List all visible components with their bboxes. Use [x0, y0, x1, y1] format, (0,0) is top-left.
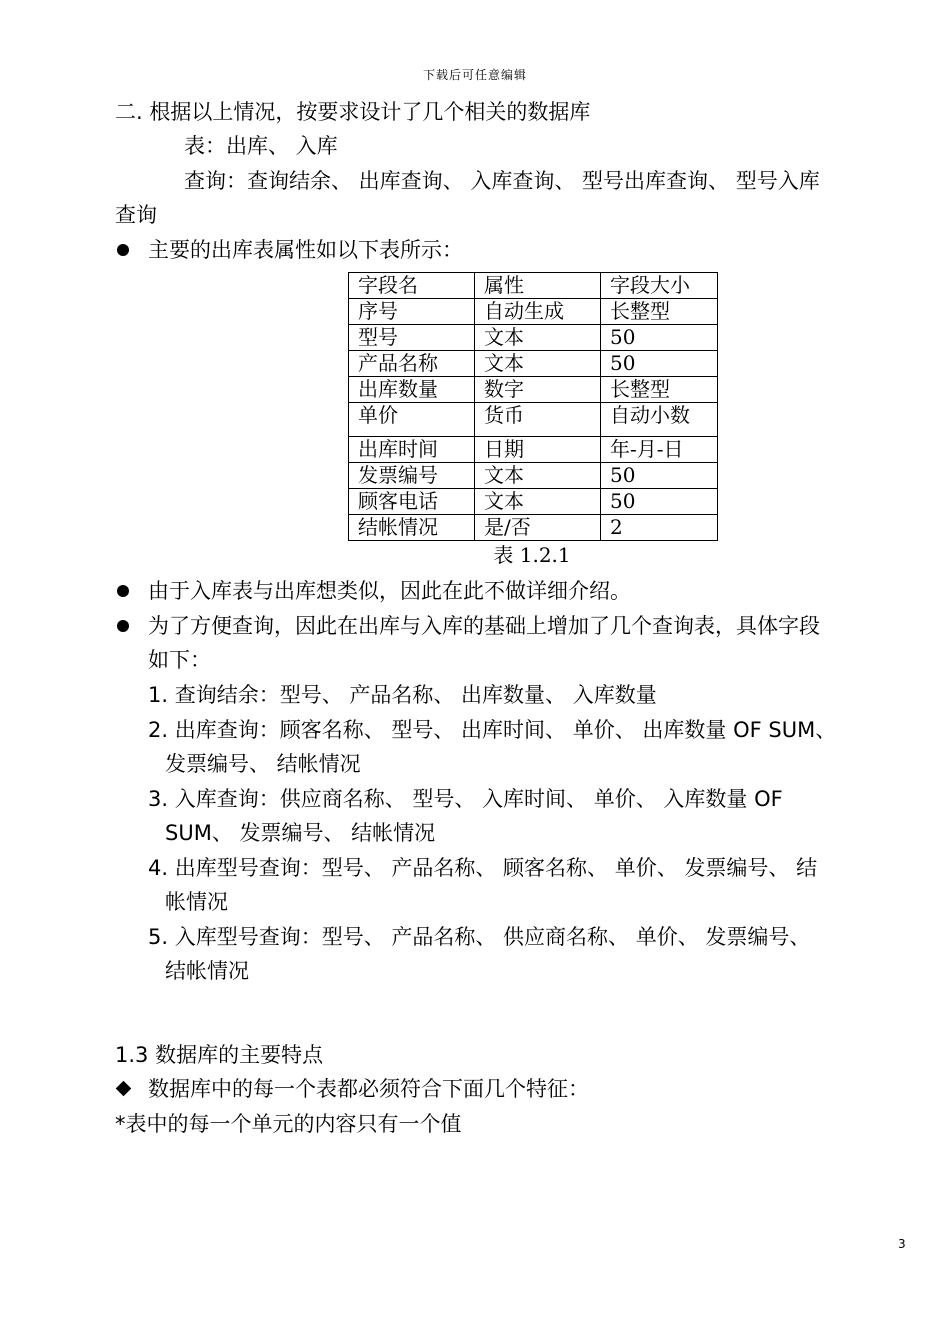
attribute-table	[348, 272, 718, 541]
bullet-dot-icon	[117, 244, 129, 256]
list-item: 2. 出库查询：顾客名称、 型号、 出库时间、 单价、 出库数量 OF SUM、	[148, 718, 837, 742]
diamond-item: 数据库中的每一个表都必须符合下面几个特征：	[148, 1077, 589, 1101]
table-row	[349, 377, 718, 403]
table-row	[349, 515, 718, 541]
table-cell: 顾客电话	[349, 489, 475, 515]
list-item: 5. 入库型号查询：型号、 产品名称、 供应商名称、 单价、 发票编号、	[148, 925, 811, 949]
table-row	[349, 299, 718, 325]
table-header-cell: 字段名	[349, 273, 475, 299]
table-cell: 2	[601, 515, 718, 541]
table-header-cell: 属性	[475, 273, 601, 299]
table-cell: 单价	[349, 403, 475, 437]
table-cell: 日期	[475, 437, 601, 463]
table-cell: 数字	[475, 377, 601, 403]
table-header-cell: 字段大小	[601, 273, 718, 299]
table-cell: 50	[601, 489, 718, 515]
list-item-wrap: 帐情况	[165, 890, 228, 914]
star-item: *表中的每一个单元的内容只有一个值	[115, 1112, 462, 1136]
table-cell: 序号	[349, 299, 475, 325]
table-cell: 50	[601, 325, 718, 351]
table-cell: 是/否	[475, 515, 601, 541]
queries-line-wrap: 查询	[115, 203, 157, 227]
table-cell: 文本	[475, 489, 601, 515]
page-number: 3	[898, 1237, 906, 1251]
table-cell: 50	[601, 351, 718, 377]
diamond-bullet-icon	[116, 1081, 132, 1097]
table-row	[349, 403, 718, 437]
table-cell: 文本	[475, 351, 601, 377]
table-cell: 自动小数	[601, 403, 718, 437]
bullet-similar-note: 由于入库表与出库想类似，因此在此不做详细介绍。	[148, 579, 631, 603]
table-header-row	[349, 273, 718, 299]
table-cell: 货币	[475, 403, 601, 437]
list-item-wrap: SUM、 发票编号、 结帐情况	[165, 821, 436, 845]
table-cell: 型号	[349, 325, 475, 351]
table-cell: 自动生成	[475, 299, 601, 325]
page-header: 下载后可任意编辑	[422, 68, 527, 82]
bullet-table-intro: 主要的出库表属性如以下表所示：	[148, 238, 463, 262]
table-cell: 文本	[475, 325, 601, 351]
table-row	[349, 463, 718, 489]
table-row	[349, 325, 718, 351]
bullet-query-intro-wrap: 如下：	[148, 648, 211, 672]
table-cell: 长整型	[601, 299, 718, 325]
list-item-wrap: 结帐情况	[165, 959, 249, 983]
list-item: 3. 入库查询：供应商名称、 型号、 入库时间、 单价、 入库数量 OF	[148, 787, 783, 811]
table-row	[349, 489, 718, 515]
section-heading: 二. 根据以上情况，按要求设计了几个相关的数据库	[115, 100, 591, 124]
table-cell: 年-月-日	[601, 437, 718, 463]
table-cell: 结帐情况	[349, 515, 475, 541]
section-1-3-heading: 1.3 数据库的主要特点	[115, 1043, 324, 1067]
table-cell: 发票编号	[349, 463, 475, 489]
table-cell: 出库数量	[349, 377, 475, 403]
tables-line: 表：出库、 入库	[184, 134, 338, 158]
table-row	[349, 351, 718, 377]
table-cell: 出库时间	[349, 437, 475, 463]
table-cell: 长整型	[601, 377, 718, 403]
table-caption: 表 1.2.1	[493, 543, 571, 567]
list-item-wrap: 发票编号、 结帐情况	[165, 752, 361, 776]
list-item: 4. 出库型号查询：型号、 产品名称、 顾客名称、 单价、 发票编号、 结	[148, 856, 818, 880]
table-row	[349, 437, 718, 463]
queries-line: 查询：查询结余、 出库查询、 入库查询、 型号出库查询、 型号入库	[184, 169, 820, 193]
bullet-dot-icon	[117, 620, 129, 632]
table-cell: 50	[601, 463, 718, 489]
bullet-dot-icon	[117, 585, 129, 597]
list-item: 1. 查询结余：型号、 产品名称、 出库数量、 入库数量	[148, 683, 657, 707]
bullet-query-intro: 为了方便查询，因此在出库与入库的基础上增加了几个查询表，具体字段	[148, 614, 820, 638]
table-cell: 产品名称	[349, 351, 475, 377]
table-cell: 文本	[475, 463, 601, 489]
